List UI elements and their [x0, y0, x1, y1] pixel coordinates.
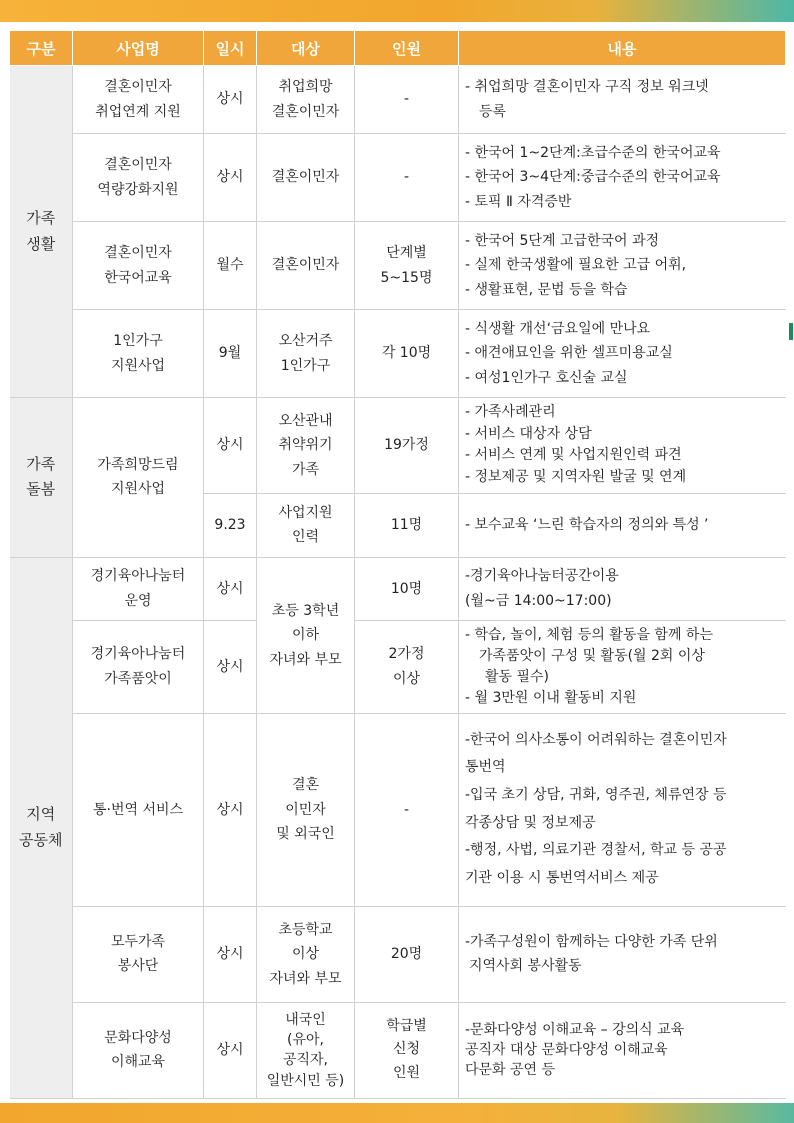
table-row: [10, 398, 786, 494]
target-line: 이상: [291, 946, 320, 962]
header-program-name: 사업명: [73, 31, 204, 66]
count-line: 이상: [392, 670, 421, 687]
content-line: 등록: [479, 103, 507, 120]
program-date: 상시: [204, 134, 257, 222]
content-line: -입국 초기 상담, 귀화, 영주권, 체류연장 등: [465, 787, 727, 804]
header-category: 구분: [10, 31, 73, 66]
content-line: 지역사회 봉사활동: [469, 958, 582, 975]
category-family-care: [10, 398, 73, 558]
program-name: [73, 66, 204, 134]
program-target: [257, 557, 355, 713]
content-line: - 취업희망 결혼이민자 구직 정보 워크넷: [465, 79, 709, 95]
program-count: 11명: [355, 493, 459, 557]
program-count: -: [355, 66, 459, 134]
program-target: [257, 1002, 355, 1098]
content-line: - 식생활 개선‘금요일에 만나요: [465, 320, 651, 337]
content-line: - 토픽 Ⅱ 자격증반: [465, 193, 572, 210]
program-date: 9월: [204, 310, 257, 398]
name-line: 가족품앗이: [104, 670, 172, 687]
program-name: [73, 1002, 204, 1098]
program-table: [9, 30, 786, 1099]
content-line: - 서비스 대상자 상담: [465, 425, 592, 442]
category-community: [10, 557, 73, 1098]
content-line: - 한국어 3~4단계:중급수준의 한국어교육: [465, 169, 721, 186]
program-count: 19가정: [355, 398, 459, 494]
program-date: 상시: [204, 557, 257, 620]
program-content: [459, 398, 786, 494]
category-text: 돌봄: [26, 480, 56, 499]
program-date: 상시: [204, 906, 257, 1002]
content-line: -한국어 의사소통이 어려워하는 결혼이민자: [465, 731, 727, 748]
program-content: [459, 906, 786, 1002]
program-date: 상시: [204, 1002, 257, 1098]
content-line: - 보수교육 ‘느린 학습자의 정의와 특성 ’: [465, 517, 709, 533]
target-line: 및 외국인: [276, 826, 335, 842]
name-line: 지원사업: [110, 481, 166, 498]
category-family-life: [10, 66, 73, 398]
target-line: 공직자,: [282, 1052, 329, 1069]
content-line: - 생활표현, 문법 등을 학습: [465, 281, 628, 298]
content-line: 가족품앗이 구성 및 활동(월 2회 이상: [479, 647, 705, 664]
content-line: -가족구성원이 함께하는 다양한 가족 단위: [465, 933, 718, 950]
table-row: [10, 713, 786, 906]
content-line: - 애견애묘인을 위한 셀프미용교실: [465, 345, 673, 362]
program-date: 상시: [204, 620, 257, 713]
target-line: 가족: [291, 461, 320, 478]
program-content: [459, 557, 786, 620]
target-line: 취약위기: [278, 437, 333, 454]
name-line: 역량강화지원: [97, 181, 179, 198]
table-row: [10, 1002, 786, 1098]
target-line: 초등 3학년: [271, 602, 340, 619]
program-date: 상시: [204, 398, 257, 494]
target-line: 자녀와 부모: [269, 970, 342, 987]
program-target: [257, 493, 355, 557]
name-line: 한국어교육: [104, 269, 172, 286]
program-name: [73, 906, 204, 1002]
name-line: 봉사단: [117, 958, 159, 975]
program-content: [459, 66, 786, 134]
name-line: 가족희망드림: [97, 456, 179, 473]
content-line: - 실제 한국생활에 필요한 고급 어휘,: [465, 257, 687, 274]
program-count: [355, 222, 459, 310]
program-count: 각 10명: [355, 310, 459, 398]
header-date: 일시: [204, 31, 257, 66]
program-content: [459, 310, 786, 398]
target-line: (유아,: [287, 1031, 324, 1048]
program-date: 9.23: [204, 493, 257, 557]
table-header-row: [10, 31, 786, 66]
program-content: [459, 222, 786, 310]
content-line: -문화다양성 이해교육 – 강의식 교육: [465, 1021, 685, 1038]
table-row: [10, 222, 786, 310]
header-content: 내용: [459, 31, 786, 66]
name-line: 지원사업: [110, 357, 166, 374]
target-line: 1인가구: [280, 357, 331, 374]
content-line: - 여성1인가구 호신술 교실: [465, 369, 628, 386]
program-name: 통·번역 서비스: [73, 713, 204, 906]
bottom-decorative-bar: [0, 1103, 794, 1123]
program-target: [257, 906, 355, 1002]
table-row: [10, 906, 786, 1002]
program-content: [459, 1002, 786, 1098]
name-line: 1인가구: [113, 333, 163, 349]
content-line: 공직자 대상 문화다양성 이해교육: [465, 1042, 668, 1059]
category-text: 가족: [26, 209, 56, 227]
content-line: 다문화 공연 등: [465, 1062, 556, 1079]
target-line: 오산거주: [278, 333, 333, 349]
program-content: [459, 620, 786, 713]
program-name: [73, 134, 204, 222]
content-line: - 한국어 5단계 고급한국어 과정: [465, 232, 660, 249]
name-line: 경기육아나눔터: [90, 568, 186, 585]
category-text: 지역: [26, 805, 56, 824]
program-target: [257, 66, 355, 134]
count-line: 2가정: [388, 646, 425, 663]
header-count: 인원: [355, 31, 459, 66]
content-line: -경기육아나눔터공간이용: [465, 568, 619, 585]
program-content: [459, 134, 786, 222]
name-line: 모두가족: [110, 933, 166, 950]
program-target: 결혼이민자: [257, 134, 355, 222]
count-line: 학급별: [386, 1017, 427, 1034]
program-target: 결혼이민자: [257, 222, 355, 310]
name-line: 이해교육: [110, 1054, 166, 1071]
target-line: 인력: [291, 529, 320, 546]
side-marker: [789, 323, 793, 340]
program-target: [257, 713, 355, 906]
category-text: 가족: [26, 454, 56, 473]
content-line: - 한국어 1~2단계:초급수준의 한국어교육: [465, 144, 721, 161]
count-line: 신청: [392, 1041, 421, 1058]
name-line: 결혼이민자: [104, 157, 172, 173]
content-line: 기관 이용 시 통번역서비스 제공: [465, 870, 659, 887]
count-line: 단계별: [386, 245, 427, 261]
program-date: 상시: [204, 713, 257, 906]
program-count: -: [355, 134, 459, 222]
count-line: 5~15명: [380, 269, 433, 286]
program-name: [73, 398, 204, 558]
content-line: -행정, 사법, 의료기관 경찰서, 학교 등 공공: [465, 842, 727, 859]
program-count: [355, 620, 459, 713]
target-line: 초등학교: [278, 921, 333, 938]
content-line: 통번역: [465, 759, 506, 776]
program-count: -: [355, 713, 459, 906]
target-line: 내국인: [285, 1011, 326, 1028]
count-line: 인원: [392, 1065, 421, 1082]
name-line: 경기육아나눔터: [90, 646, 186, 663]
content-line: 활동 필수): [485, 668, 550, 685]
target-line: 자녀와 부모: [269, 651, 342, 668]
content-line: 각종상담 및 정보제공: [465, 814, 596, 831]
content-line: - 정보제공 및 지역자원 발굴 및 연계: [465, 469, 687, 486]
program-name: [73, 557, 204, 620]
table-row: [10, 557, 786, 620]
content-line: - 월 3만원 이내 활동비 지원: [465, 689, 637, 706]
program-content: [459, 493, 786, 557]
target-line: 일반시민 등): [266, 1072, 345, 1089]
category-text: 공동체: [19, 830, 63, 849]
program-name: [73, 222, 204, 310]
category-text: 생활: [26, 234, 56, 253]
target-line: 결혼이민자: [271, 103, 340, 120]
program-count: 10명: [355, 557, 459, 620]
program-name: [73, 310, 204, 398]
table-row: [10, 134, 786, 222]
name-line: 취업연계 지원: [95, 103, 181, 120]
target-line: 결혼: [291, 777, 320, 793]
content-line: - 서비스 연계 및 사업지원인력 파견: [465, 447, 682, 464]
table-row: [10, 66, 786, 134]
target-line: 이하: [291, 627, 320, 643]
target-line: 사업지원: [278, 504, 333, 521]
name-line: 운영: [124, 592, 152, 609]
program-content: [459, 713, 786, 906]
program-date: 상시: [204, 66, 257, 134]
program-target: [257, 310, 355, 398]
program-target: [257, 398, 355, 494]
table-row: [10, 620, 786, 713]
program-date: 월수: [204, 222, 257, 310]
content-line: - 학습, 놀이, 체험 등의 활동을 함께 하는: [465, 626, 713, 643]
program-count: [355, 1002, 459, 1098]
header-target: 대상: [257, 31, 355, 66]
content-line: - 가족사례관리: [465, 404, 556, 420]
program-count: 20명: [355, 906, 459, 1002]
program-name: [73, 620, 204, 713]
table-row: [10, 310, 786, 398]
name-line: 문화다양성: [104, 1029, 172, 1046]
top-decorative-bar: [0, 0, 794, 22]
name-line: 결혼이민자: [104, 79, 172, 95]
target-line: 취업희망: [278, 79, 333, 95]
content-line: (월~금 14:00~17:00): [465, 592, 612, 609]
target-line: 오산관내: [278, 412, 333, 429]
name-line: 결혼이민자: [104, 245, 172, 261]
target-line: 이민자: [285, 801, 326, 818]
